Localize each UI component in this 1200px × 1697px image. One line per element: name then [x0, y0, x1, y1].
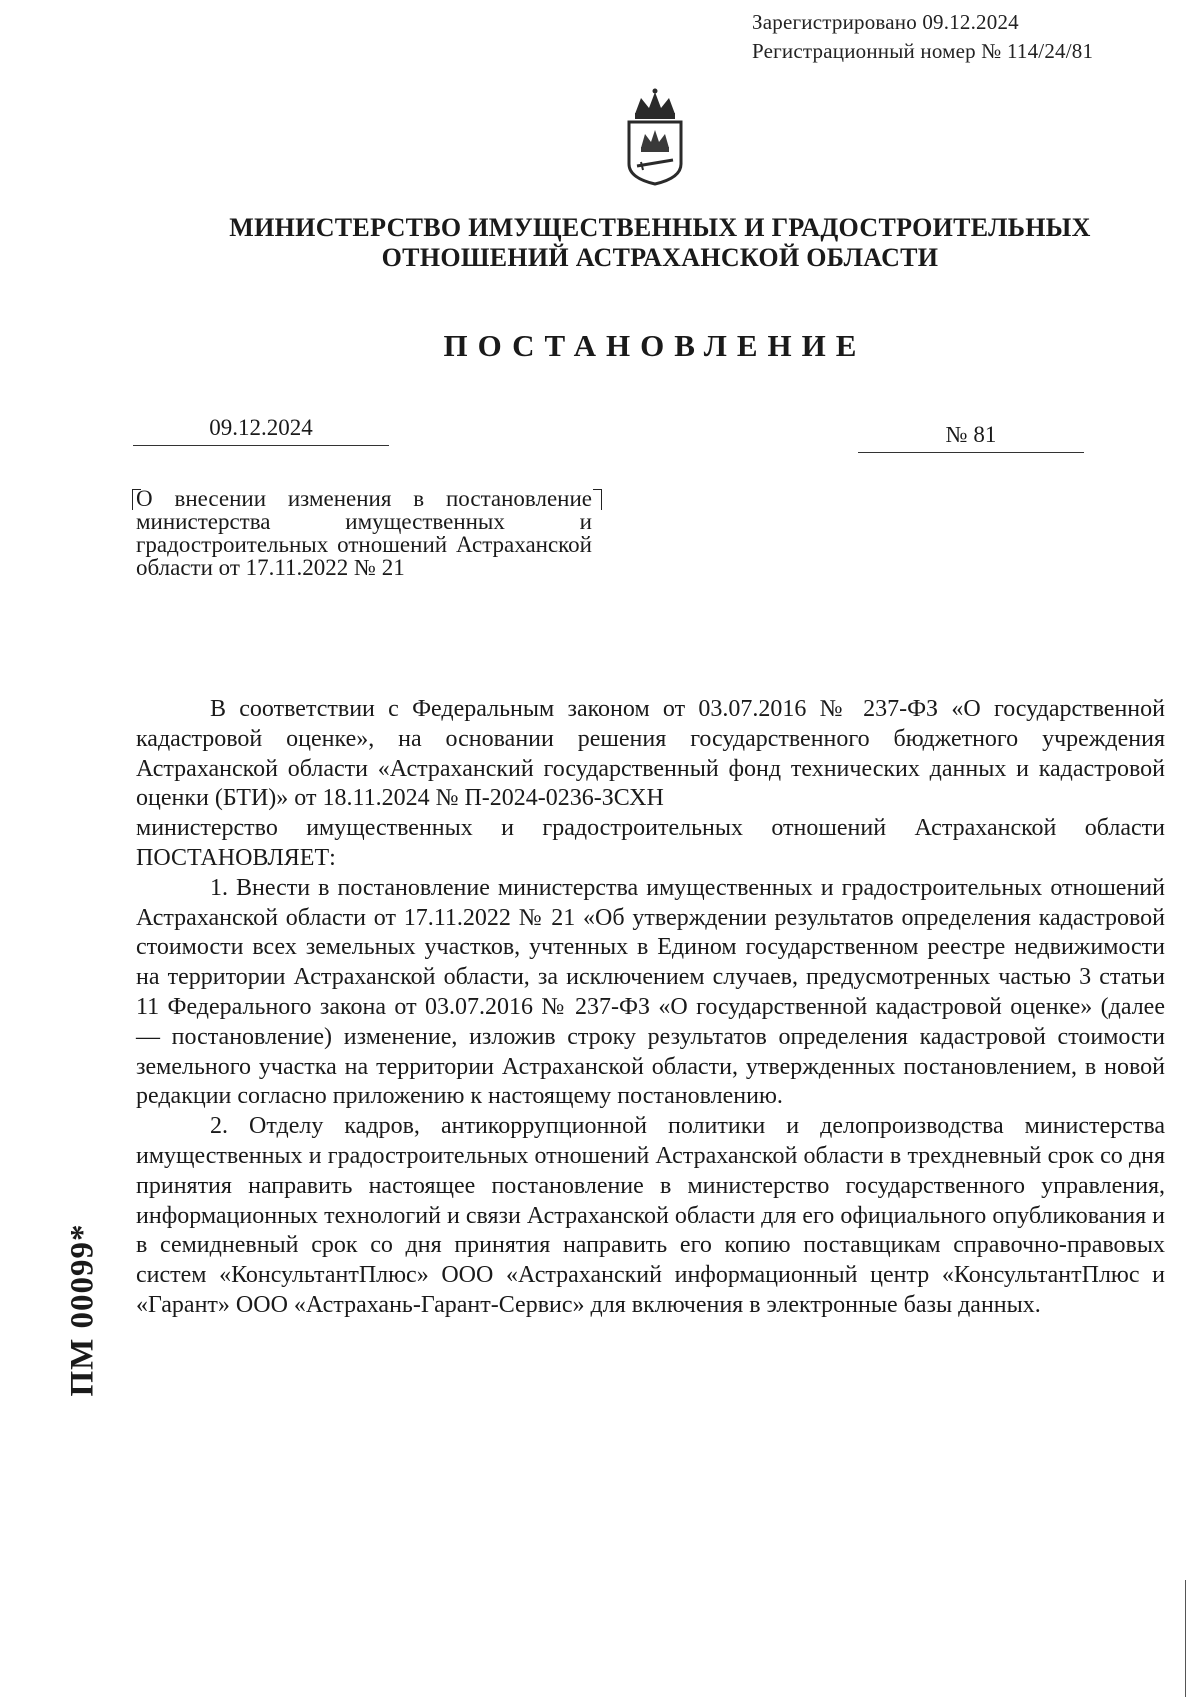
registration-number: Регистрационный номер № 114/24/81	[752, 39, 1094, 63]
document-number: № 81	[858, 422, 1084, 453]
registration-stamp	[752, 8, 1093, 66]
resolves-paragraph: министерство имущественных и градостроительных отношений Астраханской области ПОСТАНОВЛЯЕТ:	[136, 815, 1165, 871]
coat-of-arms-icon	[621, 86, 689, 186]
document-subject: О внесении изменения в постановление министерства имущественных и градостроительных отношений Астраханской области от 17.11.2022 № 21	[136, 486, 592, 580]
document-body	[136, 695, 1165, 1321]
subject-bracket-left	[132, 489, 141, 510]
margin-line	[1185, 1580, 1186, 1697]
document-subject-block	[136, 487, 592, 579]
registration-date: Зарегистрировано 09.12.2024	[752, 10, 1019, 34]
document-date: 09.12.2024	[133, 415, 389, 446]
document-type: ПОСТАНОВЛЕНИЕ	[443, 328, 867, 363]
item-1-paragraph: 1. Внести в постановление министерства имущественных и градостроительных отношений Астраханской области от 17.11.2022 № 21 «Об утверждении результатов определения кадастровой стоимости всех земельных участков, учтенных в Едином государственном реестре недвижимости на территории Астраханской области, за исключением случаев, предусмотренных частью 3 статьи 11 Федерального закона от 03.07.2016 № 237-ФЗ «О государственной кадастровой оценке» (далее — постановление) изменение, изложив строку результатов определения кадастровой стоимости земельного участка на территории Астраханской области, утвержденных постановлением, в новой редакции согласно приложению к настоящему постановлению.	[136, 874, 1165, 1110]
item-2-paragraph: 2. Отделу кадров, антикоррупционной политики и делопроизводства министерства имущественных и градостроительных отношений Астраханской области в трехдневный срок со дня принятия направить настоящее постановление в министерство государственного управления, информационных технологий и связи Астраханской области для его официального опубликования и в семидневный срок со дня принятия направить его копию поставщикам справочно-правовых систем «КонсультантПлюс» ООО «Астраханский информационный центр «КонсультантПлюс и «Гарант» ООО «Астрахань-Гарант-Сервис» для включения в электронные базы данных.	[136, 1113, 1165, 1318]
side-registration-code	[28, 1150, 138, 1470]
ministry-line-2: ОТНОШЕНИЙ АСТРАХАНСКОЙ ОБЛАСТИ	[381, 243, 939, 272]
subject-bracket-right	[593, 489, 602, 510]
side-code-text: ПМ 00099*	[64, 1223, 101, 1397]
ministry-name	[0, 213, 1200, 273]
preamble-paragraph: В соответствии с Федеральным законом от 03.07.2016 № 237-ФЗ «О государственной кадастровой оценке», на основании решения государственного бюджетного учреждения Астраханской области «Астраханский государственный фонд технических данных и кадастровой оценки (БТИ)» от 18.11.2024 № П-2024-0236-ЗСХН	[136, 696, 1165, 812]
ministry-line-1: МИНИСТЕРСТВО ИМУЩЕСТВЕННЫХ И ГРАДОСТРОИТЕЛЬНЫХ	[229, 213, 1091, 242]
